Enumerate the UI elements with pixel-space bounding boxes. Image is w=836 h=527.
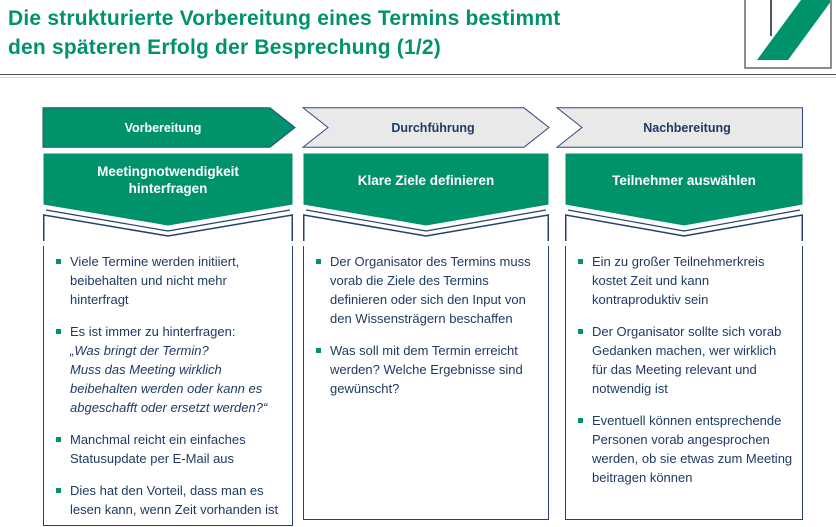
bullet-quote: „Was bringt der Termin? Muss das Meeting wirklich beibehalten werden oder kann es abgeschafft oder ersetzt werden?“ bbox=[70, 343, 268, 415]
column-1-bullet-list bbox=[55, 252, 284, 519]
process-step-durchfuehrung: Durchführung bbox=[391, 120, 475, 135]
column-1-header-label: Meetingnotwendigkeit hinterfragen bbox=[97, 164, 239, 196]
column-1-content-box bbox=[43, 246, 293, 526]
bullet-item: Viele Termine werden initiiert, beibehalten und nicht mehr hinterfragt bbox=[55, 252, 284, 309]
process-step-vorbereitung: Vorbereitung bbox=[124, 120, 202, 135]
logo-slash-icon bbox=[746, 0, 830, 67]
column-2-content-box bbox=[303, 246, 549, 520]
bullet-item: Dies hat den Vorteil, dass man es lesen kann, wenn Zeit vorhanden ist bbox=[55, 481, 284, 519]
column-2-header-label: Klare Ziele definieren bbox=[357, 172, 495, 188]
bullet-item: Der Organisator des Termins muss vorab die Ziele des Termins definieren oder sich den Input von den Wissensträgern beschaffen bbox=[315, 252, 540, 328]
bullet-item: Eventuell können entsprechende Personen vorab angesprochen werden, ob sie etwas zum Meeting beitragen können bbox=[577, 411, 794, 487]
column-1-header-banner bbox=[43, 153, 293, 246]
bullet-item: Was soll mit dem Termin erreicht werden? Welche Ergebnisse sind gewünscht? bbox=[315, 341, 540, 398]
title-separator-shadow bbox=[0, 77, 836, 78]
page-title bbox=[8, 4, 748, 62]
column-3-header-banner bbox=[565, 153, 803, 246]
title-separator bbox=[0, 74, 836, 75]
bullet-item: Manchmal reicht ein einfaches Statusupdate per E-Mail aus bbox=[55, 430, 284, 468]
column-2-header-banner bbox=[303, 153, 549, 246]
column-teilnehmer bbox=[565, 153, 803, 520]
process-step-nachbereitung: Nachbereitung bbox=[643, 120, 731, 135]
column-3-bullet-list bbox=[577, 252, 794, 487]
column-3-content-box bbox=[565, 246, 803, 520]
bullet-item: Der Organisator sollte sich vorab Gedanken machen, wer wirklich für das Meeting relevant und notwendig ist bbox=[577, 322, 794, 398]
column-3-header-label: Teilnehmer auswählen bbox=[612, 172, 756, 188]
bullet-item: Ein zu großer Teilnehmerkreis kostet Zeit und kann kontraproduktiv sein bbox=[577, 252, 794, 309]
column-klare-ziele bbox=[303, 153, 549, 520]
logo bbox=[744, 0, 832, 69]
title-line-2: den späteren Erfolg der Besprechung (1/2) bbox=[8, 36, 441, 59]
column-meetingnotwendigkeit bbox=[43, 153, 293, 526]
bullet-item: Es ist immer zu hinterfragen: „Was bringt der Termin? Muss das Meeting wirklich beibehalten werden oder kann es abgeschafft oder ersetzt werden?“ bbox=[55, 322, 284, 417]
title-line-1: Die strukturierte Vorbereitung eines Termins bestimmt bbox=[8, 7, 561, 30]
column-2-bullet-list bbox=[315, 252, 540, 398]
